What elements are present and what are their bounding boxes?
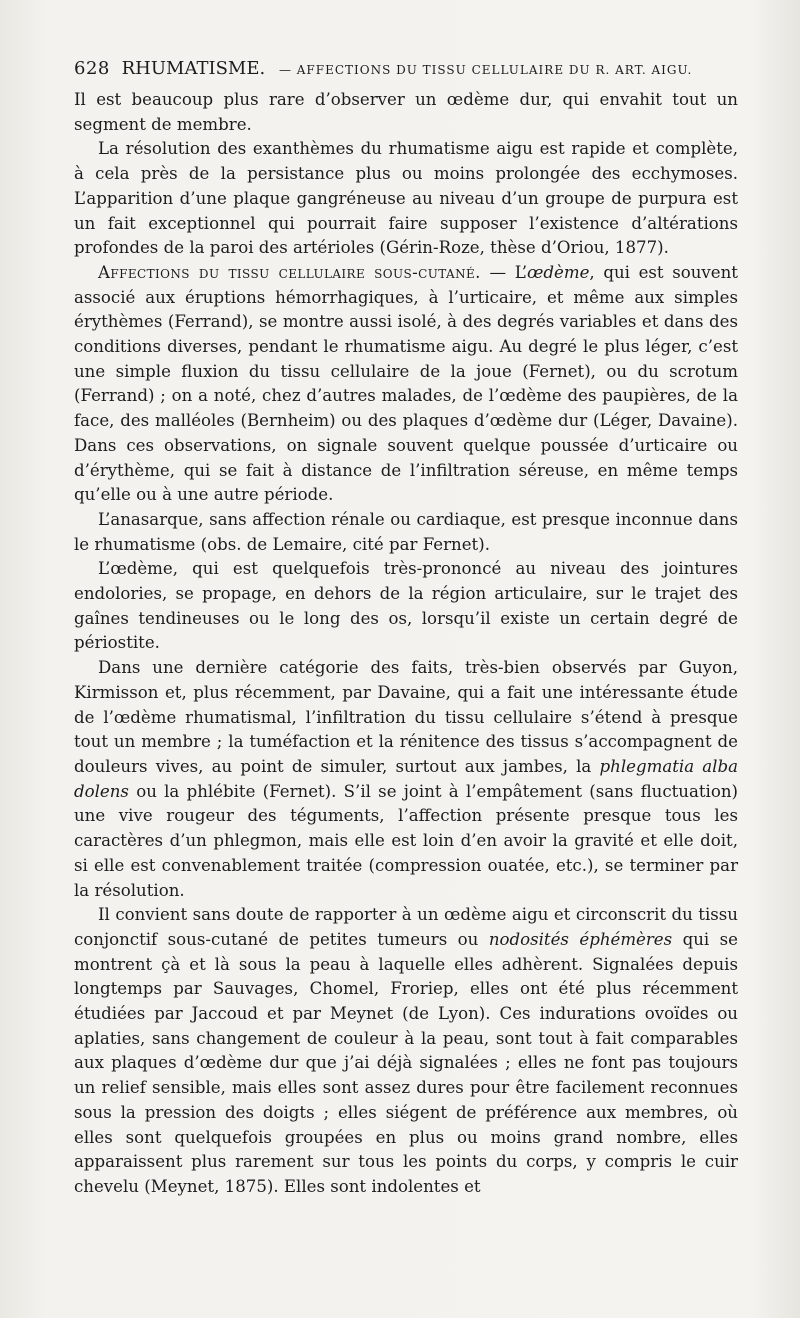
paragraph-6-text-b: ou la phlébite (Fernet). S’il se joint à l’empâtement (sans fluctuation) une vive rougeur des téguments, l’affection présente presque tous les caractères d’un phlegmon, mais elle est loin d’en avoir la gravité et elle doit, si elle est convenablement traitée (compression ouatée, etc.), se terminer par la résolution. — [74, 781, 738, 900]
paragraph-7 — [74, 903, 738, 1199]
paragraph-4: L’anasarque, sans affection rénale ou cardiaque, est presque inconnue dans le rhumatisme (obs. de Lemaire, cité par Fernet). — [74, 509, 738, 554]
paragraph-1: Il est beaucoup plus rare d’observer un œdème dur, qui envahit tout un segment de membre. — [74, 90, 738, 134]
paragraph-7-text-b: qui se montrent çà et là sous la peau à laquelle elles adhèrent. Signalées depuis longtemps par Sauvages, Chomel, Froriep, elles ont été plus récemment étudiées par Jaccoud et par Meynet (de Lyon). Ces indurations ovoïdes ou aplaties, sans changement de couleur à la peau, sont tout à fait comparables aux plaques d’œdème dur que j’ai déjà signalées ; elles ne font pas toujours un relief sensible, mais elles sont assez dures pour être facilement reconnues sous la pression des doigts ; elles siégent de préférence aux membres, où elles sont quelquefois groupées en plus ou moins grand nombre, elles apparaissent plus rarement sur tous les points du corps, y compris le cuir chevelu (Meynet, 1875). Elles sont indolentes et — [74, 929, 738, 1196]
page-number: 628 — [74, 58, 110, 79]
paragraph-3 — [74, 261, 738, 508]
paragraph-2: La résolution des exanthèmes du rhumatisme aigu est rapide et complète, à cela près de la persistance plus ou moins prolongée des ecchymoses. L’apparition d’une plaque gangréneuse au niveau d’un groupe de purpura est un fait exceptionnel qui pourrait faire supposer l’existence d’altérations profondes de la paroi des artérioles (Gérin-Roze, thèse d’Oriou, 1877). — [74, 139, 738, 258]
paragraph-7-text-a: Il convient sans doute de rapporter à un œdème aigu et circonscrit du tissu conjonctif sous-cutané de petites tumeurs ou — [74, 905, 738, 949]
paragraph-5: L’œdème, qui est quelquefois très-prononcé au niveau des jointures endolories, se propage, en dehors de la région articulaire, sur le trajet des gaînes tendineuses ou le long des os, lorsqu’il existe un certain degré de périostite. — [74, 559, 738, 653]
paragraph-3-pre: L’ — [514, 262, 528, 282]
paragraph-3-text: , qui est souvent associé aux éruptions hémorrhagiques, à l’urticaire, et même aux simples érythèmes (Ferrand), se montre aussi isolé, à des degrés variables et dans des conditions diverses, pendant le rhumatisme aigu. Au degré le plus léger, c’est une simple fluxion du tissu cellulaire de la joue (Fernet), ou du scrotum (Ferrand) ; on a noté, chez d’autres malades, de l’œdème des paupières, de la face, des malléoles (Bernheim) ou des plaques d’œdème dur (Léger, Davaine). Dans ces observations, on signale souvent quelque poussée d’urticaire ou d’érythème, qui se fait à distance de l’infiltration séreuse, en même temps qu’elle ou à une autre période. — [74, 262, 738, 505]
heading-dash: — — [480, 262, 515, 282]
paragraph-6-emphasis: phlegmatia alba dolens — [74, 756, 738, 801]
paragraph-6 — [74, 656, 738, 903]
running-header — [74, 58, 738, 79]
section-heading: Affections du tissu cellulaire sous-cutané. — [98, 262, 481, 282]
paragraph-7-emphasis: nodosités éphémères — [488, 929, 673, 949]
header-subtitle: — AFFECTIONS DU TISSU CELLULAIRE DU R. ART. AIGU. — [278, 63, 693, 77]
paragraph-3-emphasis: œdème — [527, 262, 590, 282]
header-title: RHUMATISME. — [121, 58, 266, 79]
paragraph-6-text-a: Dans une dernière catégorie des faits, très-bien observés par Guyon, Kirmisson et, plus récemment, par Davaine, qui a fait une intéressante étude de l’œdème rhumatismal, l’infiltration du tissu cellulaire s’étend à presque tout un membre ; la tuméfaction et la rénitence des tissus s’accompagnent de douleurs vives, au point de simuler, surtout aux jambes, la — [74, 658, 738, 776]
page-body — [74, 88, 738, 1200]
